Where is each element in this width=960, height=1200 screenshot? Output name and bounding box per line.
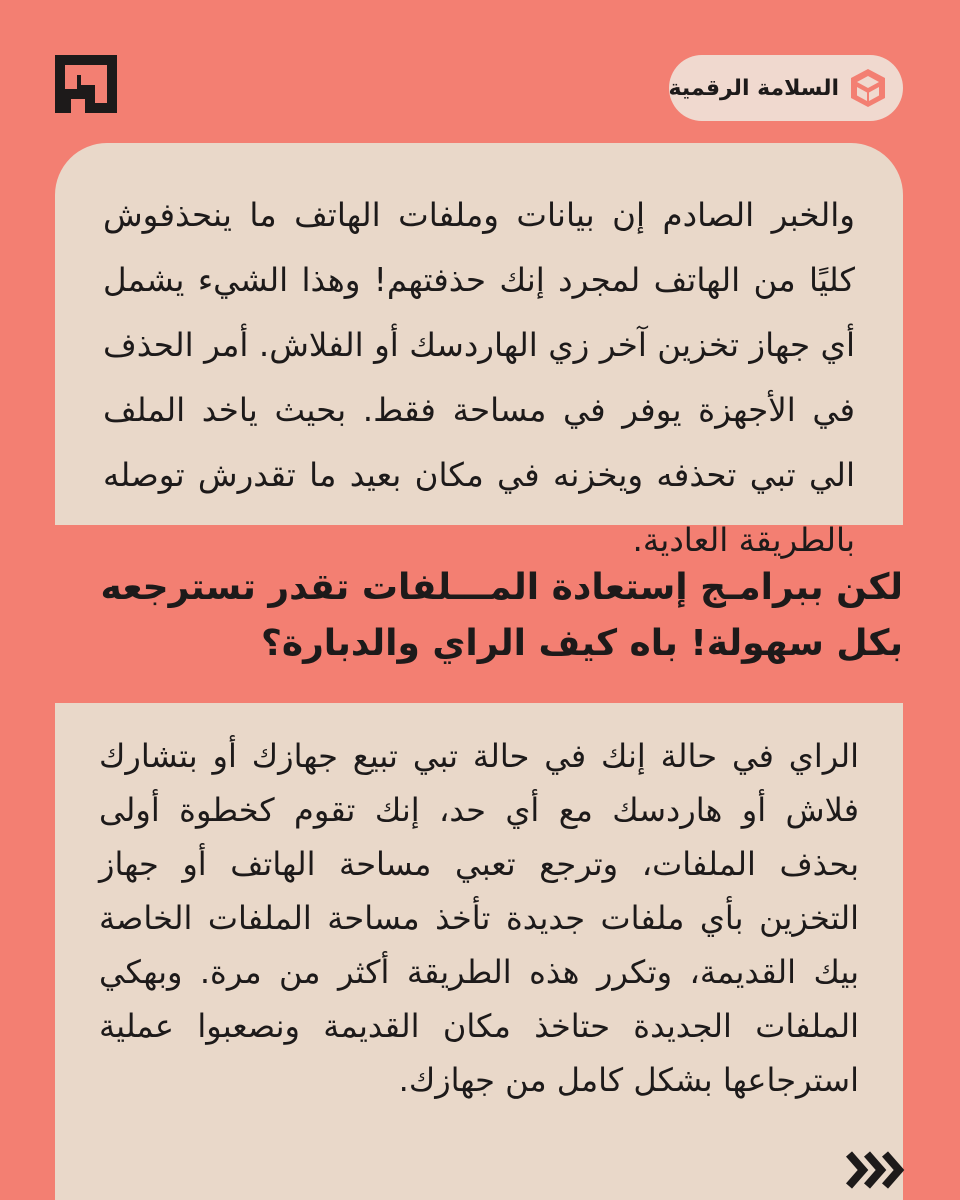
triple-chevron-right-icon[interactable] bbox=[845, 1148, 905, 1192]
brand-badge bbox=[669, 55, 903, 121]
info-card-bottom bbox=[55, 703, 903, 1200]
card-bottom-text: الراي في حالة إنك في حالة تبي تبيع جهازك أو بتشارك فلاش أو هاردسك مع أي حد، إنك تقوم كخطوة أولى بحذف الملفات، وترجع تعبي مساحة الهاتف أو جهاز التخزين بأي ملفات جديدة تأخذ مساحة الملفات الخاصة بيك القديمة، وتكرر هذه الطريقة أكثر من مرة. وبهكي الملفات الجديدة حتاخذ مكان القديمة ونصعبوا عملية استرجاعها بشكل كامل من جهازك. bbox=[99, 737, 859, 1099]
section-headline: لكن ببرامـج إستعادة المـــلفات تقدر تسترجعه بكل سهولة! باه كيف الراي والدبارة؟ bbox=[100, 567, 903, 664]
hexagon-box-icon bbox=[849, 68, 887, 108]
info-card-top bbox=[55, 143, 903, 559]
card-top-text: والخبر الصادم إن بيانات وملفات الهاتف ما ينحذفوش كليًا من الهاتف لمجرد إنك حذفتهم! وهذا الشيء يشمل أي جهاز تخزين آخر زي الهاردسك أو الفلاش. أمر الحذف في الأجهزة يوفر في مساحة فقط. بحيث ياخد الملف الي تبي تحذفه ويخزنه في مكان بعيد ما تقدرش توصله بالطريقة العادية. bbox=[103, 196, 855, 559]
brand-label: السلامة الرقمية bbox=[668, 75, 839, 101]
corner-logo-mark bbox=[55, 55, 117, 113]
